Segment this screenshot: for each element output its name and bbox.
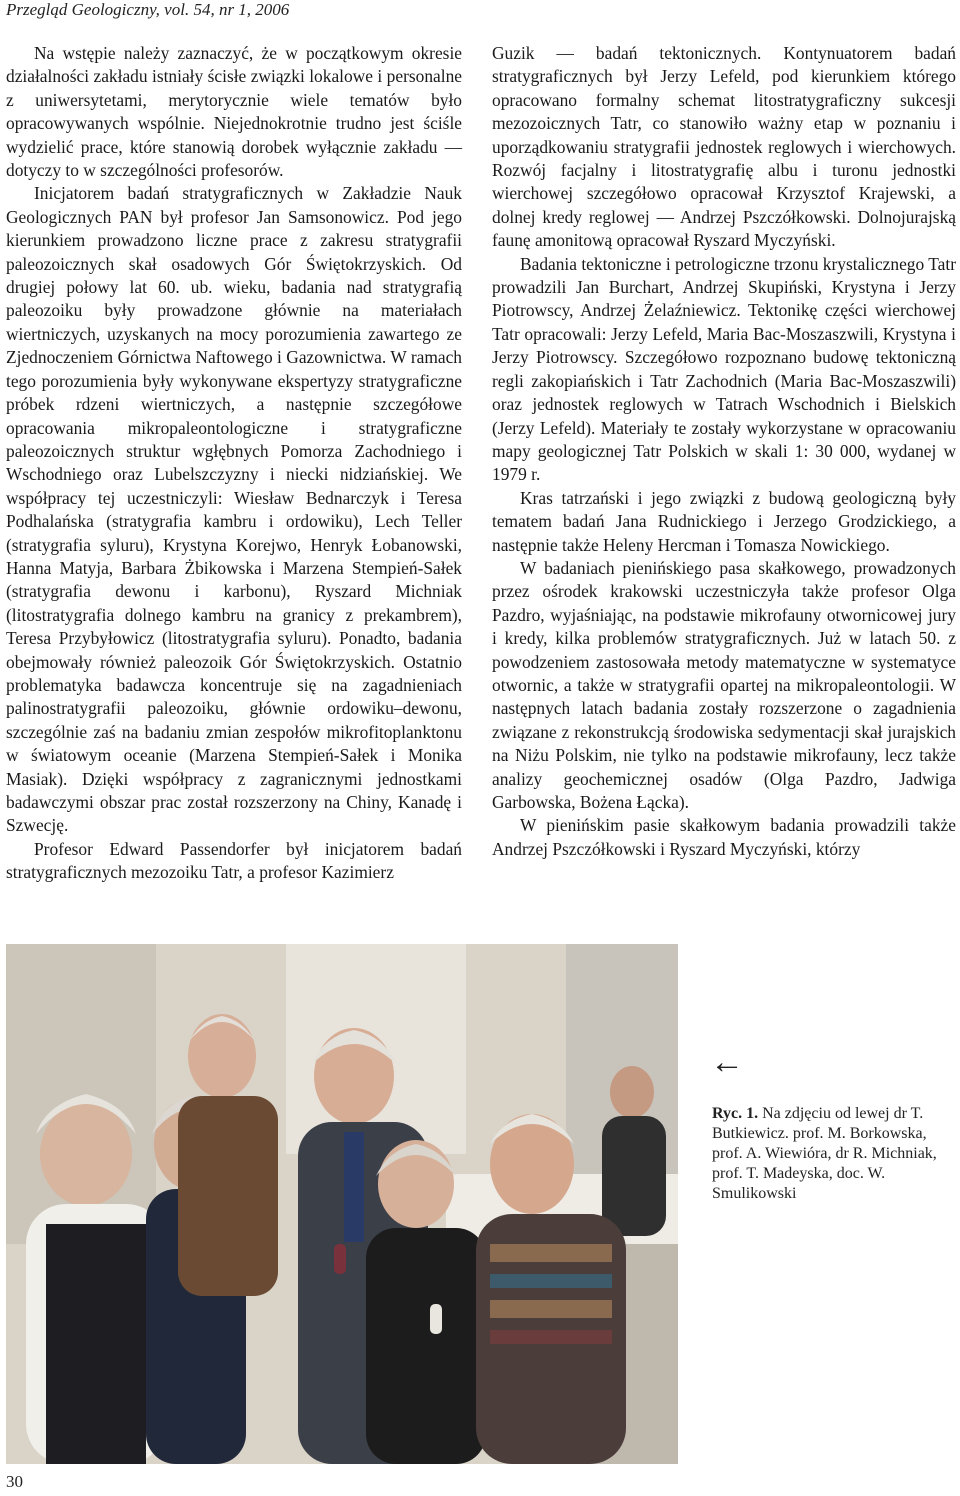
right-column: [492, 42, 956, 861]
paragraph: Profesor Edward Passendorfer był inicjatorem badań stratygraficznych mezozoiku Tatr, a profesor Kazimierz: [6, 838, 462, 883]
paragraph: Guzik — badań tektonicznych. Kontynuatorem badań stratygraficznych był Jerzy Lefeld, pod kierunkiem którego opracowano formalny schemat litostratygraficzny sukcesji mezozoicznych Tatr, co stanowiło ważny etap w poznaniu i uporządkowaniu stratygrafii jednostek reglowych i wierchowych. Rozwój facjalny i litostratygrafię albu i turonu jednostki wierchowej szczegółowo opracował Krzysztof Krajewski, a dolnej kredy reglowej — Andrzej Pszczółkowski. Dolnojurajską faunę amonitową opracował Ryszard Myczyński.: [492, 43, 956, 251]
caption-text: Na zdjęciu od lewej dr T. Butkiewicz. prof. M. Borkowska, prof. A. Wiewióra, dr R. Michniak, prof. T. Madeyska, doc. W. Smulikowski: [712, 1105, 937, 1202]
paragraph: Na wstępie należy zaznaczyć, że w początkowym okresie działalności zakładu istniały ścisłe związki lokalowe i personalne z uniwersytetami, merytorycznie wiele tematów było opracowywanych wspólnie. Niejednokrotnie trudno jest ściśle wydzielić prace, które stanowią dorobek wyłącznie zakładu — dotyczy to w szczególności profesorów.: [6, 43, 462, 181]
group-photo-illustration: [6, 944, 678, 1464]
paragraph: W badaniach pienińskiego pasa skałkowego, prowadzonych przez ośrodek krakowski uczestniczyła także profesor Olga Pazdro, wyjaśniając, na podstawie mikrofauny otwornicowej jury i kredy, kilka problemów stratygraficznych. Już w latach 50. z powodzeniem zastosowała metody matematyczne w systematyce otwornic, a także w stratygrafii opartej na mikropaleontologii. W następnych latach badania zostały rozszerzone o zagadnienia związane z rekonstrukcją środowiska sedymentacji skał jurajskich na Niżu Polskim, nie tylko na podstawie mikrofauny, lecz także analizy geochemicznej osadów (Olga Pazdro, Jadwiga Garbowska, Bożena Łącka).: [492, 557, 956, 812]
group-photo: [6, 944, 678, 1464]
page-number: 30: [6, 1472, 23, 1491]
left-column: [6, 42, 462, 885]
paragraph: Badania tektoniczne i petrologiczne trzonu krystalicznego Tatr prowadzili Jan Burchart, Andrzej Skupiński, Krystyna i Jerzy Piotrowscy, Andrzej Żelaźniewicz. Tektonikę części wierchowej Tatr opracowali: Jerzy Lefeld, Maria Bac-Moszaszwili, Krystyna i Jerzy Piotrowscy. Szczegółowo rozpoznano budowę tektoniczną regli zakopiańskich i Tatr Zachodnich (Maria Bac-Moszaszwili) oraz jednostek reglowych w Tatrach Wschodnich i Bielskich (Jerzy Lefeld). Materiały te zostały wykorzystane w opracowaniu mapy geologicznej Tatr Polskich w skali 1: 30 000, wydanej w 1979 r.: [492, 253, 956, 485]
paragraph: W pienińskim pasie skałkowym badania prowadzili także Andrzej Pszczółkowski i Ryszard Myczyński, którzy: [492, 815, 956, 859]
journal-header: Przegląd Geologiczny, vol. 54, nr 1, 2006: [6, 0, 290, 19]
paragraph: Kras tatrzański i jego związki z budową geologiczną były tematem badań Jana Rudnickiego i Jerzego Grodzickiego, a następnie także Heleny Hercman i Tomasza Nowickiego.: [492, 487, 956, 555]
paragraph: Inicjatorem badań stratygraficznych w Zakładzie Nauk Geologicznych PAN był profesor Jan Samsonowicz. Pod jego kierunkiem prowadzono liczne prace z zakresu stratygrafii paleozoicznych skał osadowych Gór Świętokrzyskich. Od drugiej połowy lat 60. ub. wieku, badania nad stratygrafią paleozoiku były prowadzone głównie na materiałach wiertniczych, uzyskanych na mocy porozumienia zawartego ze Zjednoczeniem Górnictwa Naftowego i Gazownictwa. W ramach tego porozumienia były wykonywane ekspertyzy stratygraficzne próbek rdzeni wiertniczych, a następnie szczegółowe opracowania mikropaleontologiczne i stratygraficzne paleozoicznych struktur wgłębnych Pomorza Zachodniego i Wschodniego oraz Lubelszczyzny i niecki nidziańskiej. We współpracy tej uczestniczyli: Wiesław Bednarczyk i Teresa Podhalańska (stratygrafia kambru i ordowiku), Lech Teller (stratygrafia syluru), Krystyna Korejwo, Henryk Łobanowski, Hanna Matyja, Barbara Żbikowska i Marzena Stempień-Sałek (stratygrafia dewonu i karbonu), Ryszard Michniak (litostratygrafia dolnego kambru na granicy z prekambrem), Teresa Przybyłowicz (litostratygrafia syluru). Ponadto, badania obejmowały również paleozoik Gór Świętokrzyskich. Ostatnio problematyka badawcza koncentruje się na zagadnieniach palinostratygrafii paleozoiku, głównie ordowiku–dewonu, szczególnie zaś na badaniu zmian zespołów mikrofitoplanktonu w światowym oceanie (Marzena Stempień-Sałek i Monika Masiak). Dzięki współpracy z zagranicznymi jednostkami badawczymi obszar prac został rozszerzony na Chiny, Kanadę i Szwecję.: [6, 183, 462, 836]
figure-caption: [712, 1104, 956, 1204]
caption-label: Ryc. 1.: [712, 1105, 759, 1122]
left-arrow-icon: ←: [710, 1044, 744, 1081]
